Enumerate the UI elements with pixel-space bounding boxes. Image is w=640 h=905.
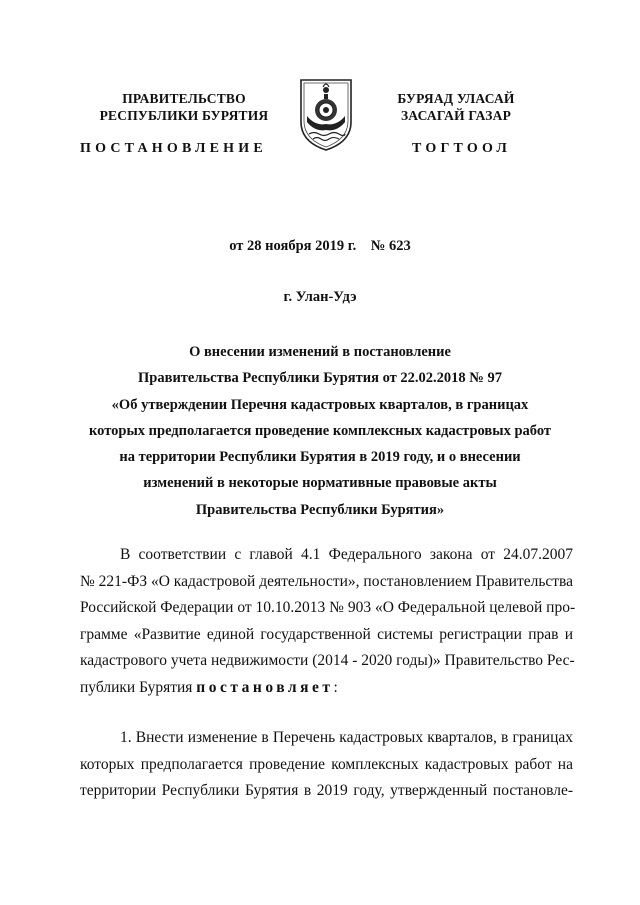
title-line: О внесении изменений в постановление: [189, 344, 451, 360]
doc-type-russian: ПОСТАНОВЛЕНИЕ: [80, 141, 267, 156]
coat-of-arms-emblem: [295, 76, 357, 152]
title-line: на территории Республики Бурятия в 2019 году, и о внесении: [119, 449, 521, 466]
paragraph-line: которых предполагается проведение комплексных кадастровых работ на: [80, 755, 573, 773]
resolution-title: [70, 339, 570, 523]
resolution-city: г. Улан-Удэ: [283, 289, 357, 305]
paragraph-line: грамме «Развитие единой государственной системы регистрации прав и: [80, 625, 573, 643]
paragraph-line: 1. Внести изменение в Перечень кадастровых кварталов, в границах: [120, 729, 573, 746]
header-right-authority: [366, 90, 546, 124]
paragraph-last-suffix: :: [333, 678, 338, 696]
paragraph-line: кадастрового учета недвижимости (2014 - 2020 годы)» Правительство Рес-: [80, 652, 575, 669]
preamble-paragraph: [80, 542, 576, 701]
title-line: которых предполагается проведение комплексных кадастровых работ: [88, 422, 552, 439]
doc-type-buryat: ТОГТООЛ: [412, 141, 512, 156]
resolution-date-number: от 28 ноября 2019 г. № 623: [229, 238, 411, 254]
header-right-line-1: БУРЯАД УЛАСАЙ: [397, 91, 515, 106]
paragraph-last-line: [80, 675, 573, 702]
paragraph-line: территории Республики Бурятия в 2019 году, утвержденный постановле-: [80, 782, 573, 799]
paragraph-line: № 221-ФЗ «О кадастровой деятельности», постановлением Правительства: [80, 572, 574, 590]
header-right-line-2: ЗАСАГАЙ ГАЗАР: [400, 108, 512, 123]
clause-1-paragraph: [80, 725, 573, 805]
title-line: изменений в некоторые нормативные правовые акты: [143, 475, 497, 492]
title-line: «Об утверждении Перечня кадастровых кварталов, в границах: [111, 396, 529, 413]
title-line: Правительства Республики Бурятия»: [195, 501, 445, 518]
paragraph-line: В соответствии с главой 4.1 Федерального закона от 24.07.2007: [120, 546, 573, 563]
resolves-keyword: постановляет: [196, 678, 334, 696]
title-line: Правительства Республики Бурятия от 22.02.2018 № 97: [138, 370, 502, 387]
paragraph-last-prefix: публики Бурятия: [80, 678, 197, 696]
paragraph-line: Российской Федерации от 10.10.2013 № 903 «О Федеральной целевой про-: [80, 599, 576, 616]
header-left-authority: [84, 90, 284, 124]
header-left-line-1: ПРАВИТЕЛЬСТВО: [122, 91, 246, 106]
header-left-line-2: РЕСПУБЛИКИ БУРЯТИЯ: [99, 108, 269, 123]
